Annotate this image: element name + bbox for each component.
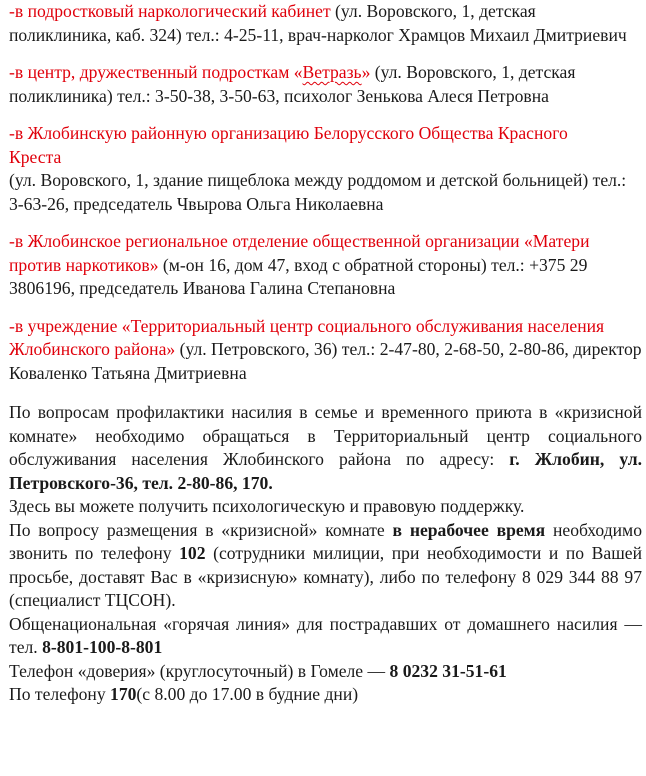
info-section bbox=[9, 401, 642, 707]
contact-details: (ул. Петровского, 36) тел.: 2-47-80, 2-68-50, 2-80-86, директор Коваленко Татьяна Дмитриевна bbox=[9, 339, 642, 383]
organization-name-vetraz: Ветразь bbox=[302, 62, 362, 82]
info-text: Общенациональная «горячая линия» для пострадавших от домашнего насилия — тел. bbox=[9, 613, 642, 657]
info-paragraph-support: Здесь вы можете получить психологическую и правовую поддержку. bbox=[9, 496, 525, 516]
info-text: По вопросу размещения в «кризисной» комнате bbox=[9, 519, 385, 540]
contact-details: (ул. Воровского, 1, здание пищеблока между роддомом и детской больницей) тел.: 3-63-26, председатель Чвырова Ольга Николаевна bbox=[9, 170, 627, 214]
organization-name: -в подростковый наркологический кабинет bbox=[9, 1, 331, 21]
info-paragraph-hotline bbox=[9, 613, 642, 660]
info-text: По вопросам профилактики насилия в семье и временного приюта в «кризисной комнате» необходимо обращаться в Территориальный центр социального обслуживания населения Жлобинского района по адресу: bbox=[9, 402, 642, 469]
contact-details: (м-он 16, дом 47, вход с обратной стороны) тел.: +375 29 3806196, председатель Иванова Галина Степановна bbox=[9, 254, 588, 298]
organization-name: -в Жлобинскую районную организацию Белорусского Общества Красного Креста bbox=[9, 123, 568, 167]
contact-entry-narcology bbox=[9, 0, 642, 47]
info-text: необходимо звонить по телефону bbox=[9, 519, 642, 563]
organization-name-prefix: -в центр, дружественный подросткам « bbox=[9, 62, 303, 82]
info-emphasis: в нерабочее время bbox=[384, 519, 546, 540]
contact-details: (ул. Воровского, 1, детская поликлиника, каб. 324) тел.: 4-25-11, врач-нарколог Храмцов Михаил Дмитриевич bbox=[9, 1, 627, 45]
info-paragraph-prevention bbox=[9, 401, 642, 495]
contact-details: (ул. Воровского, 1, детская поликлиника) тел.: 3-50-38, 3-50-63, психолог Зенькова Алеся Петровна bbox=[9, 62, 576, 106]
contact-entry-red-cross bbox=[9, 122, 642, 216]
contact-entry-social-center bbox=[9, 315, 642, 386]
organization-name-suffix: » bbox=[361, 62, 371, 82]
info-paragraph-trust-phone bbox=[9, 660, 642, 684]
info-address: г. Жлобин, ул. Петровского-36, тел. 2-80-86, 170. bbox=[9, 449, 642, 493]
info-text: Телефон «доверия» (круглосуточный) в Гомеле — bbox=[9, 660, 390, 681]
contact-entry-mothers-against-drugs bbox=[9, 230, 642, 301]
phone-170: 170 bbox=[110, 684, 137, 704]
info-text: По телефону bbox=[9, 684, 111, 704]
info-text: (с 8.00 до 17.00 в будние дни) bbox=[136, 684, 359, 704]
organization-name: -в Жлобинское региональное отделение общественной организации «Матери против наркотиков» bbox=[9, 231, 590, 275]
info-paragraph-crisis-room bbox=[9, 519, 642, 613]
contact-entry-vetraz bbox=[9, 61, 642, 108]
trust-phone: 8 0232 31-51-61 bbox=[389, 660, 507, 681]
hotline-phone: 8-801-100-8-801 bbox=[42, 637, 163, 657]
info-text: (сотрудники милиции, при необходимости и по Вашей просьбе, доставят Вас в «кризисную» комнату), либо по телефону 8 029 344 88 97 (специалист ТЦСОН). bbox=[9, 543, 642, 610]
organization-name: -в учреждение «Территориальный центр социального обслуживания населения Жлобинского района» bbox=[9, 315, 605, 359]
police-phone: 102 bbox=[179, 543, 206, 563]
info-paragraph-phone-170 bbox=[9, 683, 642, 707]
